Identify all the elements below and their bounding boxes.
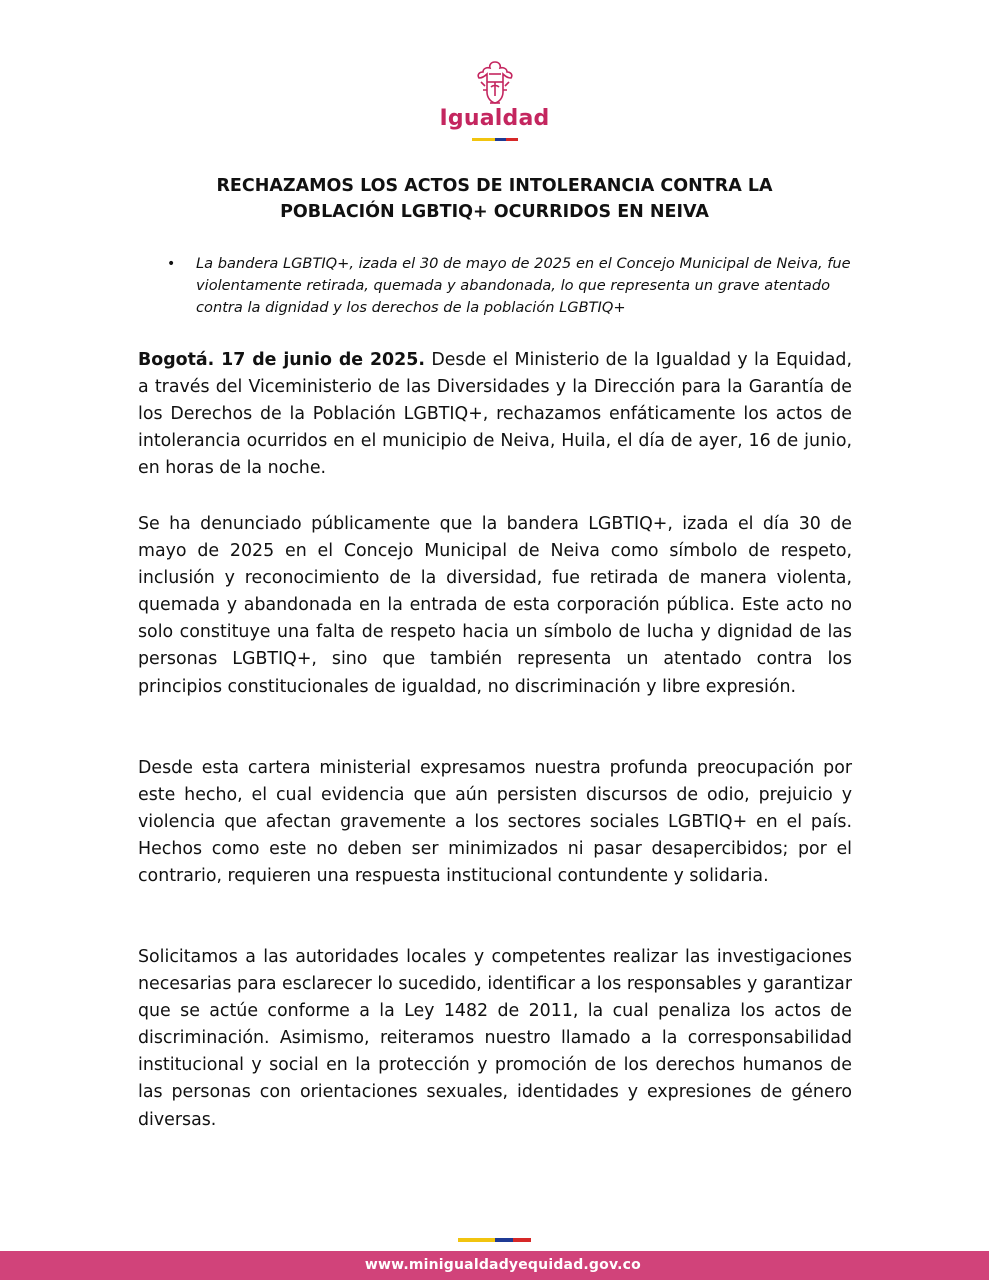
summary-bullet [167, 253, 857, 319]
footer-flag-bar [458, 1238, 531, 1242]
footer-band [0, 1251, 989, 1280]
paragraph-2: Se ha denunciado públicamente que la bandera LGBTIQ+, izada el día 30 de mayo de 2025 en el Concejo Municipal de Neiva como símbolo de respeto, inclusión y reconocimiento de la diversidad, fue retirada de manera violenta, quemada y abandonada en la entrada de esta corporación pública. Este acto no solo constituye una falta de respeto hacia un símbolo de lucha y dignidad de las personas LGBTIQ+, sino que también representa un atentado contra los principios constitucionales de igualdad, no discriminación y libre expresión. [138, 514, 852, 697]
title-line-2: POBLACIÓN LGBTIQ+ OCURRIDOS EN NEIVA [280, 202, 709, 222]
paragraph-3: Desde esta cartera ministerial expresamos nuestra profunda preocupación por este hecho, el cual evidencia que aún persisten discursos de odio, prejuicio y violencia que afectan gravemente a los sectores sociales LGBTIQ+ en el país. Hechos como este no deben ser minimizados ni pasar desapercibidos; por el contrario, requieren una respuesta institucional contundente y solidaria. [138, 758, 852, 887]
dateline: Bogotá. 17 de junio de 2025. [138, 350, 425, 370]
paragraph-4: Solicitamos a las autoridades locales y competentes realizar las investigaciones necesarias para esclarecer lo sucedido, identificar a los responsables y garantizar que se actúe conforme a la Ley 1482 de 2011, la cual penaliza los actos de discriminación. Asimismo, reiteramos nuestro llamado a la corresponsabilidad institucional y social en la protección y promoción de los derechos humanos de las personas con orientaciones sexuales, identidades y expresiones de género diversas. [138, 947, 852, 1130]
document-title [0, 173, 989, 225]
colombia-flag-bar [472, 138, 518, 141]
ministry-logo [0, 60, 989, 141]
title-line-1: RECHAZAMOS LOS ACTOS DE INTOLERANCIA CONTRA LA [216, 176, 773, 196]
brand-wordmark: Igualdad [439, 106, 550, 131]
paragraph-1-text: Desde el Ministerio de la Igualdad y la Equidad, a través del Viceministerio de las Diversidades y la Dirección para la Garantía de los Derechos de la Población LGBTIQ+, rechazamos enfáticamente los actos de intolerancia ocurridos en el municipio de Neiva, Huila, el día de ayer, 16 de junio, en horas de la noche. [138, 350, 852, 479]
footer-website-link[interactable]: www.minigualdadyequidad.gov.co [364, 1257, 641, 1273]
colombia-coat-of-arms-icon [475, 60, 515, 106]
bullet-marker: • [167, 256, 176, 272]
bullet-text: La bandera LGBTIQ+, izada el 30 de mayo de 2025 en el Concejo Municipal de Neiva, fue violentamente retirada, quemada y abandonada, lo que representa un grave atentado contra la dignidad y los derechos de la población LGBTIQ+ [196, 255, 851, 316]
paragraph-1 [138, 347, 852, 482]
